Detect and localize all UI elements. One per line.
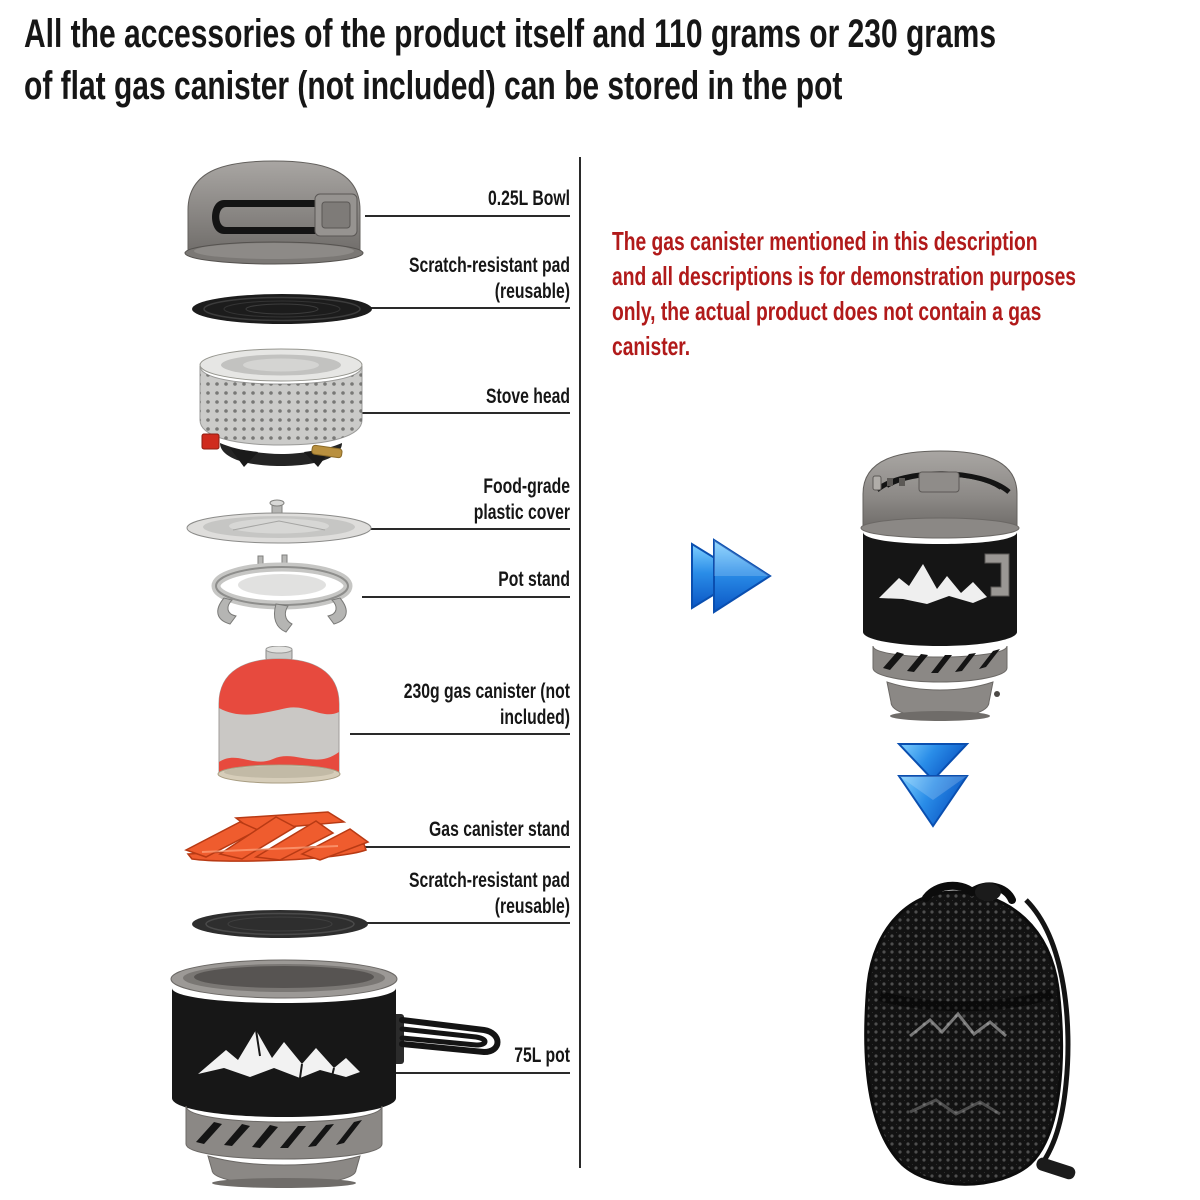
bowl-image: [172, 154, 377, 268]
stove-head-image: [186, 344, 376, 470]
page-title: [24, 8, 1200, 112]
disclaimer-line: only, the actual product does not contain a gas: [612, 296, 1042, 326]
label-bowl: 0.25L Bowl: [488, 187, 570, 210]
label-canister-stand: Gas canister stand: [429, 818, 570, 841]
pot-image: [150, 956, 502, 1188]
label-pot: 75L pot: [514, 1044, 570, 1067]
pot-stand-image: [206, 554, 358, 638]
scratch-pad-image: [190, 908, 370, 940]
divider-line: [579, 157, 581, 1168]
leader-line-scratch-pad-1: [352, 307, 570, 309]
gas-canister-image: [203, 646, 355, 786]
mesh-storage-bag-image: [840, 876, 1085, 1198]
disclaimer-text: [612, 224, 1200, 364]
mesh-storage-bag-image: [840, 876, 1085, 1198]
gas-canister-image: [203, 646, 355, 786]
leader-line-pot-stand: [362, 596, 570, 598]
leader-line-plastic-cover: [352, 528, 570, 530]
fast-forward-down-icon: [893, 742, 973, 828]
fast-forward-down-icon: [893, 742, 973, 828]
scratch-pad-image: [190, 908, 370, 940]
leader-line-stove-head: [360, 412, 570, 414]
fast-forward-right-icon: [690, 536, 772, 616]
disclaimer-line: canister.: [612, 331, 691, 361]
fast-forward-right-icon: [690, 536, 772, 616]
stove-head-image: [186, 344, 376, 470]
scratch-pad-image: [190, 292, 375, 326]
pot-image: [150, 956, 502, 1188]
label-stove-head: Stove head: [485, 385, 570, 408]
page-title-line1: All the accessories of the product itself and 110 grams or 230 grams: [24, 12, 997, 56]
label-gas-canister: 230g gas canister (not included): [403, 680, 570, 729]
leader-line-scratch-pad-2: [345, 922, 570, 924]
disclaimer-line: The gas canister mentioned in this description: [612, 226, 1038, 256]
label-scratch-pad-2: Scratch-resistant pad (reusable): [408, 869, 570, 918]
bowl-image: [172, 154, 377, 268]
packed-stove-image: [843, 446, 1038, 744]
scratch-pad-image: [190, 292, 375, 326]
plastic-cover-image: [183, 496, 375, 546]
leader-line-bowl: [365, 215, 570, 217]
leader-line-canister-stand: [357, 846, 570, 848]
pot-stand-image: [206, 554, 358, 638]
canister-stand-image: [178, 802, 376, 870]
label-scratch-pad-1: Scratch-resistant pad (reusable): [408, 254, 570, 303]
page-title-line2: of flat gas canister (not included) can be stored in the pot: [24, 64, 843, 108]
leader-line-gas-canister: [350, 733, 570, 735]
canister-stand-image: [178, 802, 376, 870]
disclaimer-line: and all descriptions is for demonstration purposes: [612, 261, 1076, 291]
packed-stove-image: [843, 446, 1038, 744]
label-plastic-cover: Food-grade plastic cover: [473, 475, 570, 524]
label-pot-stand: Pot stand: [498, 568, 570, 591]
plastic-cover-image: [183, 496, 375, 546]
